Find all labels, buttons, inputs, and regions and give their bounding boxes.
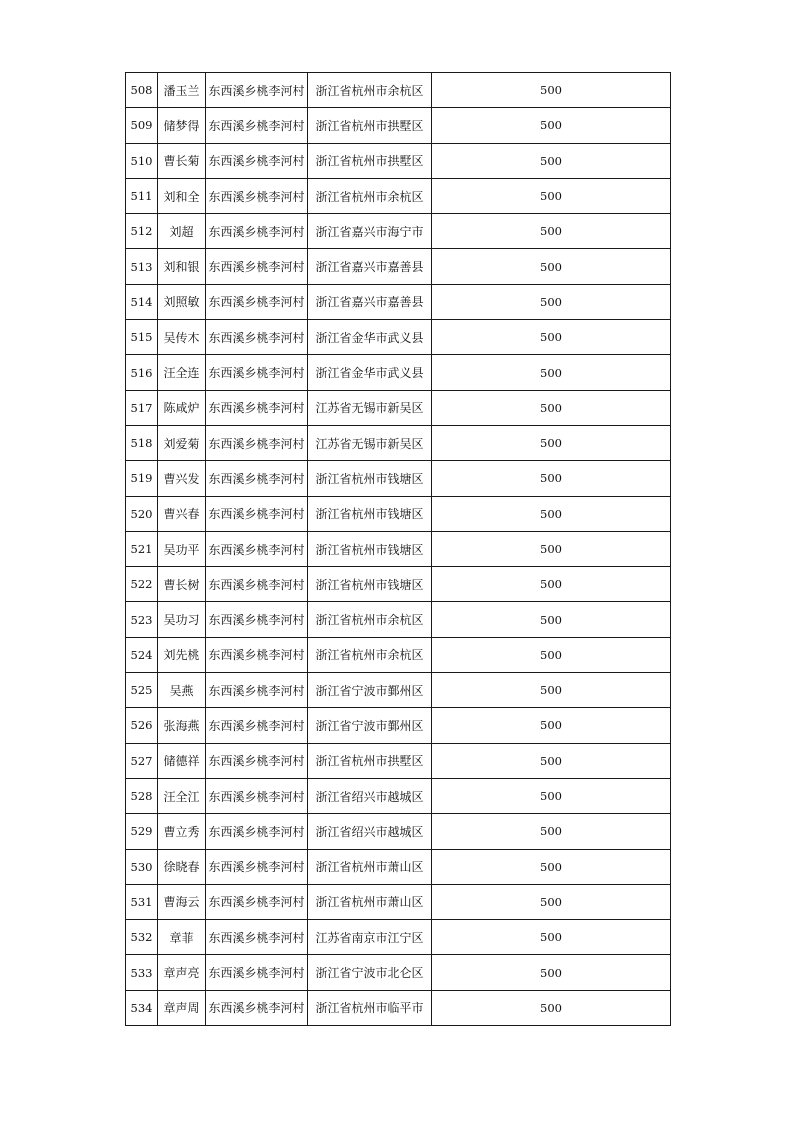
village-cell: 东西溪乡桃李河村 — [206, 214, 308, 249]
village-cell: 东西溪乡桃李河村 — [206, 673, 308, 708]
amount-cell: 500 — [432, 637, 671, 672]
name-cell: 刘爱菊 — [158, 425, 206, 460]
name-cell: 储德祥 — [158, 743, 206, 778]
work-address-cell: 浙江省杭州市钱塘区 — [308, 461, 432, 496]
village-cell: 东西溪乡桃李河村 — [206, 708, 308, 743]
name-cell: 章声周 — [158, 990, 206, 1025]
row-number-cell: 533 — [126, 955, 158, 990]
work-address-cell: 浙江省杭州市拱墅区 — [308, 743, 432, 778]
village-cell: 东西溪乡桃李河村 — [206, 567, 308, 602]
amount-cell: 500 — [432, 884, 671, 919]
village-cell: 东西溪乡桃李河村 — [206, 531, 308, 566]
village-cell: 东西溪乡桃李河村 — [206, 143, 308, 178]
village-cell: 东西溪乡桃李河村 — [206, 461, 308, 496]
name-cell: 吴功平 — [158, 531, 206, 566]
row-number-cell: 517 — [126, 390, 158, 425]
table-row — [126, 320, 671, 355]
table-row — [126, 567, 671, 602]
work-address-cell: 浙江省嘉兴市嘉善县 — [308, 284, 432, 319]
amount-cell: 500 — [432, 425, 671, 460]
work-address-cell: 浙江省金华市武义县 — [308, 355, 432, 390]
amount-cell: 500 — [432, 849, 671, 884]
work-address-cell: 浙江省绍兴市越城区 — [308, 814, 432, 849]
village-cell: 东西溪乡桃李河村 — [206, 814, 308, 849]
row-number-cell: 525 — [126, 673, 158, 708]
village-cell: 东西溪乡桃李河村 — [206, 920, 308, 955]
name-cell: 曹长树 — [158, 567, 206, 602]
work-address-cell: 浙江省杭州市萧山区 — [308, 884, 432, 919]
work-address-cell: 浙江省杭州市拱墅区 — [308, 143, 432, 178]
village-cell: 东西溪乡桃李河村 — [206, 990, 308, 1025]
name-cell: 吴燕 — [158, 673, 206, 708]
amount-cell: 500 — [432, 814, 671, 849]
table-row — [126, 990, 671, 1025]
table-row — [126, 673, 671, 708]
amount-cell: 500 — [432, 567, 671, 602]
name-cell: 章声亮 — [158, 955, 206, 990]
amount-cell: 500 — [432, 708, 671, 743]
amount-cell: 500 — [432, 496, 671, 531]
row-number-cell: 529 — [126, 814, 158, 849]
village-cell: 东西溪乡桃李河村 — [206, 284, 308, 319]
row-number-cell: 509 — [126, 108, 158, 143]
amount-cell: 500 — [432, 249, 671, 284]
amount-cell: 500 — [432, 461, 671, 496]
row-number-cell: 516 — [126, 355, 158, 390]
work-address-cell: 浙江省杭州市余杭区 — [308, 178, 432, 213]
amount-cell: 500 — [432, 920, 671, 955]
name-cell: 曹兴春 — [158, 496, 206, 531]
amount-cell: 500 — [432, 214, 671, 249]
name-cell: 曹兴发 — [158, 461, 206, 496]
row-number-cell: 518 — [126, 425, 158, 460]
name-cell: 张海燕 — [158, 708, 206, 743]
row-number-cell: 519 — [126, 461, 158, 496]
work-address-cell: 浙江省杭州市临平市 — [308, 990, 432, 1025]
work-address-cell: 江苏省南京市江宁区 — [308, 920, 432, 955]
work-address-cell: 浙江省杭州市钱塘区 — [308, 531, 432, 566]
table-body — [126, 73, 671, 1026]
name-cell: 储梦得 — [158, 108, 206, 143]
table-row — [126, 955, 671, 990]
amount-cell: 500 — [432, 743, 671, 778]
amount-cell: 500 — [432, 73, 671, 108]
row-number-cell: 524 — [126, 637, 158, 672]
amount-cell: 500 — [432, 602, 671, 637]
table-row — [126, 178, 671, 213]
row-number-cell: 513 — [126, 249, 158, 284]
table-row — [126, 743, 671, 778]
table-row — [126, 425, 671, 460]
name-cell: 曹立秀 — [158, 814, 206, 849]
row-number-cell: 528 — [126, 778, 158, 813]
name-cell: 吴功习 — [158, 602, 206, 637]
row-number-cell: 512 — [126, 214, 158, 249]
table-row — [126, 73, 671, 108]
village-cell: 东西溪乡桃李河村 — [206, 390, 308, 425]
village-cell: 东西溪乡桃李河村 — [206, 602, 308, 637]
amount-cell: 500 — [432, 778, 671, 813]
name-cell: 刘和银 — [158, 249, 206, 284]
table-row — [126, 284, 671, 319]
row-number-cell: 523 — [126, 602, 158, 637]
work-address-cell: 浙江省宁波市北仑区 — [308, 955, 432, 990]
village-cell: 东西溪乡桃李河村 — [206, 637, 308, 672]
work-address-cell: 浙江省杭州市余杭区 — [308, 637, 432, 672]
village-cell: 东西溪乡桃李河村 — [206, 743, 308, 778]
table-row — [126, 637, 671, 672]
table-row — [126, 108, 671, 143]
row-number-cell: 508 — [126, 73, 158, 108]
table-row — [126, 884, 671, 919]
name-cell: 曹长菊 — [158, 143, 206, 178]
amount-cell: 500 — [432, 143, 671, 178]
table-row — [126, 390, 671, 425]
village-cell: 东西溪乡桃李河村 — [206, 320, 308, 355]
work-address-cell: 浙江省金华市武义县 — [308, 320, 432, 355]
row-number-cell: 532 — [126, 920, 158, 955]
amount-cell: 500 — [432, 178, 671, 213]
name-cell: 曹海云 — [158, 884, 206, 919]
name-cell: 章菲 — [158, 920, 206, 955]
row-number-cell: 534 — [126, 990, 158, 1025]
name-cell: 吴传木 — [158, 320, 206, 355]
amount-cell: 500 — [432, 955, 671, 990]
amount-cell: 500 — [432, 673, 671, 708]
row-number-cell: 521 — [126, 531, 158, 566]
name-cell: 刘超 — [158, 214, 206, 249]
village-cell: 东西溪乡桃李河村 — [206, 884, 308, 919]
row-number-cell: 527 — [126, 743, 158, 778]
table-row — [126, 778, 671, 813]
table-row — [126, 249, 671, 284]
village-cell: 东西溪乡桃李河村 — [206, 496, 308, 531]
row-number-cell: 510 — [126, 143, 158, 178]
village-cell: 东西溪乡桃李河村 — [206, 425, 308, 460]
table-row — [126, 496, 671, 531]
village-cell: 东西溪乡桃李河村 — [206, 955, 308, 990]
amount-cell: 500 — [432, 108, 671, 143]
work-address-cell: 江苏省无锡市新吴区 — [308, 425, 432, 460]
name-cell: 潘玉兰 — [158, 73, 206, 108]
village-cell: 东西溪乡桃李河村 — [206, 778, 308, 813]
village-cell: 东西溪乡桃李河村 — [206, 108, 308, 143]
work-address-cell: 浙江省杭州市萧山区 — [308, 849, 432, 884]
name-cell: 刘和全 — [158, 178, 206, 213]
table-row — [126, 602, 671, 637]
work-address-cell: 浙江省杭州市拱墅区 — [308, 108, 432, 143]
table-row — [126, 214, 671, 249]
table-row — [126, 920, 671, 955]
row-number-cell: 531 — [126, 884, 158, 919]
name-cell: 陈咸炉 — [158, 390, 206, 425]
table-row — [126, 531, 671, 566]
village-cell: 东西溪乡桃李河村 — [206, 849, 308, 884]
amount-cell: 500 — [432, 990, 671, 1025]
table-row — [126, 143, 671, 178]
subsidy-list-table — [125, 72, 671, 1026]
work-address-cell: 浙江省宁波市鄞州区 — [308, 708, 432, 743]
village-cell: 东西溪乡桃李河村 — [206, 249, 308, 284]
table-row — [126, 849, 671, 884]
name-cell: 汪全连 — [158, 355, 206, 390]
amount-cell: 500 — [432, 284, 671, 319]
village-cell: 东西溪乡桃李河村 — [206, 73, 308, 108]
village-cell: 东西溪乡桃李河村 — [206, 178, 308, 213]
table-row — [126, 814, 671, 849]
name-cell: 刘照敏 — [158, 284, 206, 319]
amount-cell: 500 — [432, 390, 671, 425]
table-row — [126, 461, 671, 496]
work-address-cell: 浙江省嘉兴市海宁市 — [308, 214, 432, 249]
work-address-cell: 浙江省绍兴市越城区 — [308, 778, 432, 813]
amount-cell: 500 — [432, 355, 671, 390]
work-address-cell: 浙江省嘉兴市嘉善县 — [308, 249, 432, 284]
name-cell: 汪全江 — [158, 778, 206, 813]
table-row — [126, 355, 671, 390]
name-cell: 徐晓春 — [158, 849, 206, 884]
work-address-cell: 浙江省宁波市鄞州区 — [308, 673, 432, 708]
row-number-cell: 526 — [126, 708, 158, 743]
table-row — [126, 708, 671, 743]
amount-cell: 500 — [432, 320, 671, 355]
row-number-cell: 514 — [126, 284, 158, 319]
row-number-cell: 530 — [126, 849, 158, 884]
amount-cell: 500 — [432, 531, 671, 566]
work-address-cell: 浙江省杭州市钱塘区 — [308, 496, 432, 531]
row-number-cell: 515 — [126, 320, 158, 355]
row-number-cell: 511 — [126, 178, 158, 213]
name-cell: 刘先桃 — [158, 637, 206, 672]
row-number-cell: 520 — [126, 496, 158, 531]
work-address-cell: 浙江省杭州市钱塘区 — [308, 567, 432, 602]
work-address-cell: 浙江省杭州市余杭区 — [308, 602, 432, 637]
work-address-cell: 浙江省杭州市余杭区 — [308, 73, 432, 108]
work-address-cell: 江苏省无锡市新吴区 — [308, 390, 432, 425]
row-number-cell: 522 — [126, 567, 158, 602]
village-cell: 东西溪乡桃李河村 — [206, 355, 308, 390]
